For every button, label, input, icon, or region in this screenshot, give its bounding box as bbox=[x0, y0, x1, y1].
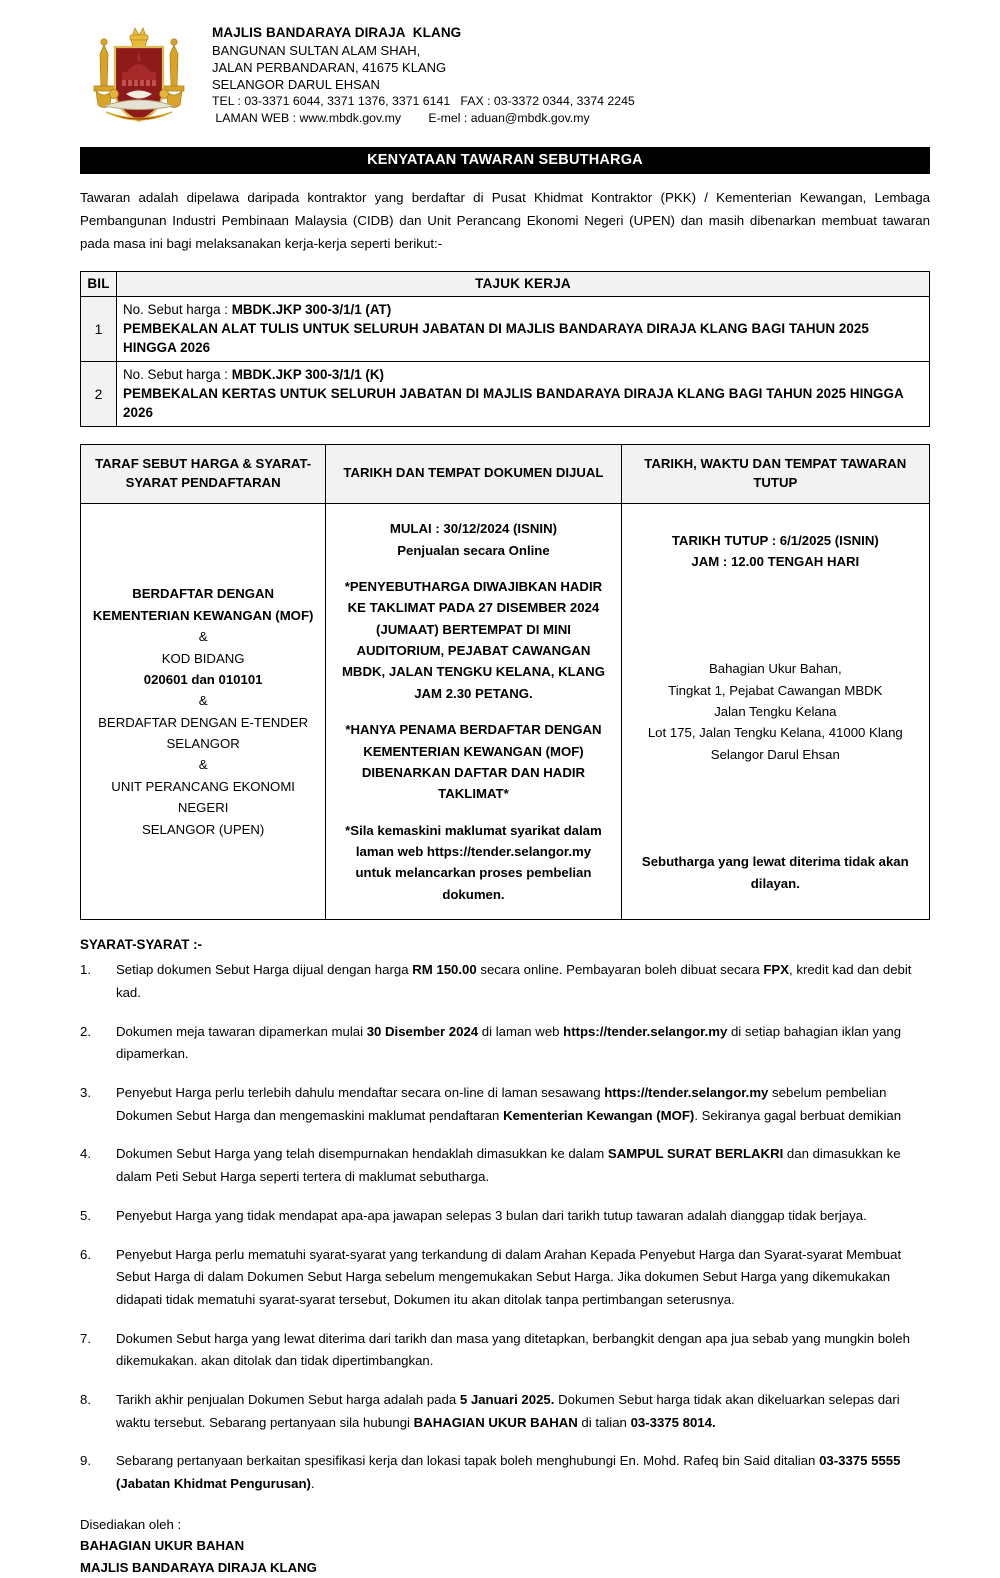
work-title: PEMBEKALAN ALAT TULIS UNTUK SELURUH JABATAN DI MAJLIS BANDARAYA DIRAJA KLANG BAGI TAHUN 2025 HINGGA 2026 bbox=[123, 320, 869, 355]
condition-emphasis: https://tender.selangor.my bbox=[563, 1023, 728, 1039]
reg-line-6: SELANGOR bbox=[166, 736, 240, 752]
address-line-3: SELANGOR DARUL EHSAN bbox=[212, 77, 380, 93]
reg-kod-bidang-label: KOD BIDANG bbox=[161, 650, 245, 666]
reg-line-5: BERDAFTAR DENGAN E-TENDER bbox=[98, 714, 309, 730]
row-number: 2 bbox=[81, 361, 117, 426]
row-content bbox=[117, 296, 930, 361]
row-content bbox=[117, 361, 930, 426]
spacer bbox=[336, 561, 610, 576]
condition-text: secara online. Pembayaran boleh dibuat secara bbox=[476, 962, 764, 978]
condition-emphasis: https://tender.selangor.my bbox=[604, 1085, 769, 1101]
condition-text: Dokumen Sebut Harga yang telah disempurnakan hendaklah dimasukkan ke dalam bbox=[116, 1146, 608, 1162]
tajuk-kerja-body bbox=[81, 296, 930, 426]
table-row bbox=[81, 296, 930, 361]
update-company-info-note: *Sila kemaskini maklumat syarikat dalam laman web https://tender.selangor.my untuk melancarkan proses pembelian dokumen. bbox=[345, 822, 602, 902]
condition-text: Dokumen meja tawaran dipamerkan mulai bbox=[116, 1023, 367, 1039]
intro-paragraph: Tawaran adalah dipelawa daripada kontraktor yang berdaftar di Pusat Khidmat Kontraktor (PKK) / Kementerian Kewangan, Lembaga Pembangunan Industri Pembinaan Malaysia (CIDB) dan Unit Perancang Ekonomi Negeri (UPEN) dan masih dibenarkan membuat tawaran pada masa ini bagi melaksanakan kerja-kerja seperti berikut:- bbox=[80, 190, 930, 251]
column-header-tarikh-tempat-dijual: TARIKH DAN TEMPAT DOKUMEN DIJUAL bbox=[326, 444, 621, 503]
condition-text: Penyebut Harga perlu mematuhi syarat-syarat yang terkandung di dalam Arahan Kepada Penyebut Harga dan Syarat-syarat Membuat Sebut Harga di dalam Dokumen Sebut Harga sebelum mengemukakan Sebut Harga. Jika dokumen Sebut Harga yang dikemukakan didapati tidak mematuhi syarat-syarat tersebut, Dokumen itu akan ditolak tanpa pertimbangan seterusnya. bbox=[116, 1246, 902, 1307]
condition-text: di talian bbox=[577, 1414, 631, 1430]
condition-text: Penyebut Harga yang tidak mendapat apa-apa jawapan selepas 3 bulan dari tarikh tutup tawaran adalah dianggap tidak berjaya. bbox=[116, 1207, 867, 1223]
letterhead bbox=[80, 0, 930, 138]
briefing-note: *PENYEBUTHARGA DIWAJIBKAN HADIR KE TAKLIMAT PADA 27 DISEMBER 2024 (JUMAAT) BERTEMPAT DI MINI AUDITORIUM, PEJABAT CAWANGAN MBDK, JALAN TENGKU KELANA, KLANG JAM 2.30 PETANG. bbox=[341, 578, 605, 701]
closing-address-2: Tingkat 1, Pejabat Cawangan MBDK bbox=[668, 682, 883, 698]
closing-address-4: Lot 175, Jalan Tengku Kelana, 41000 Klang bbox=[647, 725, 903, 741]
work-title: PEMBEKALAN KERTAS UNTUK SELURUH JABATAN DI MAJLIS BANDARAYA DIRAJA KLANG BAGI TAHUN 2025 HINGGA 2026 bbox=[123, 385, 904, 420]
condition-text: Setiap dokumen Sebut Harga dijual dengan harga bbox=[116, 962, 413, 978]
condition-emphasis: Kementerian Kewangan (MOF) bbox=[503, 1107, 695, 1123]
condition-text: Sebarang pertanyaan berkaitan spesifikasi kerja dan lokasi tapak boleh menghubungi En. Mohd. Rafeq bin Said ditalian bbox=[116, 1453, 820, 1469]
table-header-row bbox=[81, 271, 930, 296]
column-header-taraf-syarat: TARAF SEBUT HARGA & SYARAT-SYARAT PENDAFTARAN bbox=[81, 444, 326, 503]
closing-address-1: Bahagian Ukur Bahan, bbox=[708, 661, 842, 677]
closing-details-cell bbox=[621, 504, 929, 920]
spacer bbox=[336, 704, 610, 719]
organisation-name: MAJLIS BANDARAYA DIRAJA KLANG bbox=[212, 25, 462, 40]
condition-item bbox=[80, 1450, 930, 1495]
closing-date: TARIKH TUTUP : 6/1/2025 (ISNIN) bbox=[671, 532, 879, 548]
condition-emphasis: (Jabatan Khidmat Pengurusan) bbox=[116, 1476, 311, 1492]
closing-address-5: Selangor Darul Ehsan bbox=[710, 746, 840, 762]
reg-line-8: SELANGOR (UPEN) bbox=[141, 821, 265, 837]
organisation-details bbox=[212, 18, 635, 126]
info-header-row bbox=[81, 444, 930, 503]
spacer bbox=[632, 765, 919, 851]
column-header-bil: BIL bbox=[81, 271, 117, 296]
address-line-1: BANGUNAN SULTAN ALAM SHAH, bbox=[212, 42, 421, 58]
condition-item bbox=[80, 959, 930, 1004]
quote-ref-value: MBDK.JKP 300-3/1/1 (AT) bbox=[231, 301, 392, 317]
condition-text: . Sekiranya gagal berbuat demikian bbox=[694, 1107, 902, 1123]
mof-registration-note: *HANYA PENAMA BERDAFTAR DENGAN KEMENTERIAN KEWANGAN (MOF) DIBENARKAN DAFTAR DAN HADIR TAKLIMAT* bbox=[345, 722, 602, 802]
condition-item bbox=[80, 1143, 930, 1188]
info-content-row bbox=[81, 504, 930, 920]
late-submission-note: Sebutharga yang lewat diterima tidak akan dilayan. bbox=[641, 854, 909, 891]
condition-item bbox=[80, 1389, 930, 1434]
condition-text: di laman web bbox=[478, 1023, 564, 1039]
condition-emphasis: 03-3375 5555 bbox=[819, 1453, 901, 1469]
condition-text: Tarikh akhir penjualan Dokumen Sebut harga adalah pada bbox=[116, 1392, 460, 1408]
telephone-fax-line: TEL : 03-3371 6044, 3371 1376, 3371 6141 FAX : 03-3372 0344, 3374 2245 bbox=[212, 94, 635, 109]
condition-emphasis: SAMPUL SURAT BERLAKRI bbox=[607, 1146, 784, 1162]
condition-item bbox=[80, 1021, 930, 1066]
footer-council: MAJLIS BANDARAYA DIRAJA KLANG bbox=[80, 1559, 317, 1575]
condition-item bbox=[80, 1082, 930, 1127]
condition-item bbox=[80, 1205, 930, 1228]
condition-emphasis: RM 150.00 bbox=[412, 962, 477, 978]
website-email-line: LAMAN WEB : www.mbdk.gov.my E-mel : aduan@mbdk.gov.my bbox=[212, 110, 590, 125]
reg-line-1: BERDAFTAR DENGAN bbox=[132, 586, 275, 602]
row-number: 1 bbox=[81, 296, 117, 361]
condition-text: sebelum pembelian Dokumen Sebut Harga dan mengemaskini maklumat pendaftaran bbox=[116, 1085, 887, 1123]
prepared-by-label: Disediakan oleh : bbox=[80, 1516, 182, 1532]
document-sale-cell bbox=[326, 504, 621, 920]
council-crest-icon bbox=[80, 20, 198, 138]
tender-info-table bbox=[80, 444, 930, 920]
closing-time: JAM : 12.00 TENGAH HARI bbox=[691, 553, 860, 569]
condition-text: , kredit kad dan debit kad. bbox=[116, 962, 912, 1000]
quote-ref-label: No. Sebut harga : bbox=[123, 366, 232, 382]
condition-text: Penyebut Harga perlu terlebih dahulu mendaftar secara on-line di laman sesawang bbox=[116, 1085, 605, 1101]
address-line-2: JALAN PERBANDARAN, 41675 KLANG bbox=[212, 59, 447, 75]
document-footer bbox=[80, 1514, 1000, 1578]
quote-ref-value: MBDK.JKP 300-3/1/1 (K) bbox=[231, 366, 384, 382]
reg-ampersand-3: & bbox=[198, 757, 208, 773]
condition-item bbox=[80, 1328, 930, 1373]
notice-banner-title: KENYATAAN TAWARAN SEBUTHARGA bbox=[80, 147, 930, 174]
column-header-tajuk-kerja: TAJUK KERJA bbox=[117, 271, 930, 296]
condition-emphasis: 30 Disember 2024 bbox=[366, 1023, 479, 1039]
reg-ampersand-1: & bbox=[198, 629, 208, 645]
table-row bbox=[81, 361, 930, 426]
spacer bbox=[632, 572, 919, 658]
registration-requirements-cell bbox=[81, 504, 326, 920]
info-body bbox=[81, 504, 930, 920]
closing-address-3: Jalan Tengku Kelana bbox=[714, 704, 837, 720]
spacer bbox=[336, 805, 610, 820]
condition-emphasis: FPX bbox=[763, 962, 790, 978]
column-header-tarikh-tempat-tutup: TARIKH, WAKTU DAN TEMPAT TAWARAN TUTUP bbox=[621, 444, 929, 503]
sale-start-date: MULAI : 30/12/2024 (ISNIN) bbox=[389, 521, 557, 537]
condition-emphasis: 5 Januari 2025. bbox=[459, 1392, 555, 1408]
reg-line-7: UNIT PERANCANG EKONOMI NEGERI bbox=[111, 778, 295, 816]
tajuk-kerja-table bbox=[80, 271, 930, 427]
condition-emphasis: 03-3375 8014. bbox=[630, 1414, 716, 1430]
condition-emphasis: BAHAGIAN UKUR BAHAN bbox=[413, 1414, 578, 1430]
reg-line-2: KEMENTERIAN KEWANGAN (MOF) bbox=[92, 607, 314, 623]
condition-item bbox=[80, 1244, 930, 1312]
reg-kod-bidang-value: 020601 dan 010101 bbox=[143, 671, 263, 687]
condition-text: Dokumen Sebut harga tidak akan dikeluarkan selepas dari waktu tersebut. Sebarang pertanyaan sila hubungi bbox=[116, 1392, 900, 1430]
conditions-heading: SYARAT-SYARAT :- bbox=[80, 937, 203, 953]
condition-text: di setiap bahagian iklan yang dipamerkan. bbox=[116, 1023, 902, 1062]
footer-department: BAHAGIAN UKUR BAHAN bbox=[80, 1538, 245, 1554]
condition-text: . bbox=[310, 1476, 315, 1492]
sale-mode: Penjualan secara Online bbox=[397, 542, 550, 558]
quote-ref-label: No. Sebut harga : bbox=[123, 301, 232, 317]
conditions-list bbox=[80, 959, 930, 1496]
condition-text: dan dimasukkan ke dalam Peti Sebut Harga seperti tertera di maklumat sebutharga. bbox=[116, 1146, 901, 1185]
condition-text: Dokumen Sebut harga yang lewat diterima dari tarikh dan masa yang ditetapkan, berbangkit dengan apa jua sebab yang mungkin boleh dikemukakan. akan ditolak dan tidak dipertimbangkan. bbox=[116, 1330, 910, 1369]
reg-ampersand-2: & bbox=[198, 693, 208, 709]
